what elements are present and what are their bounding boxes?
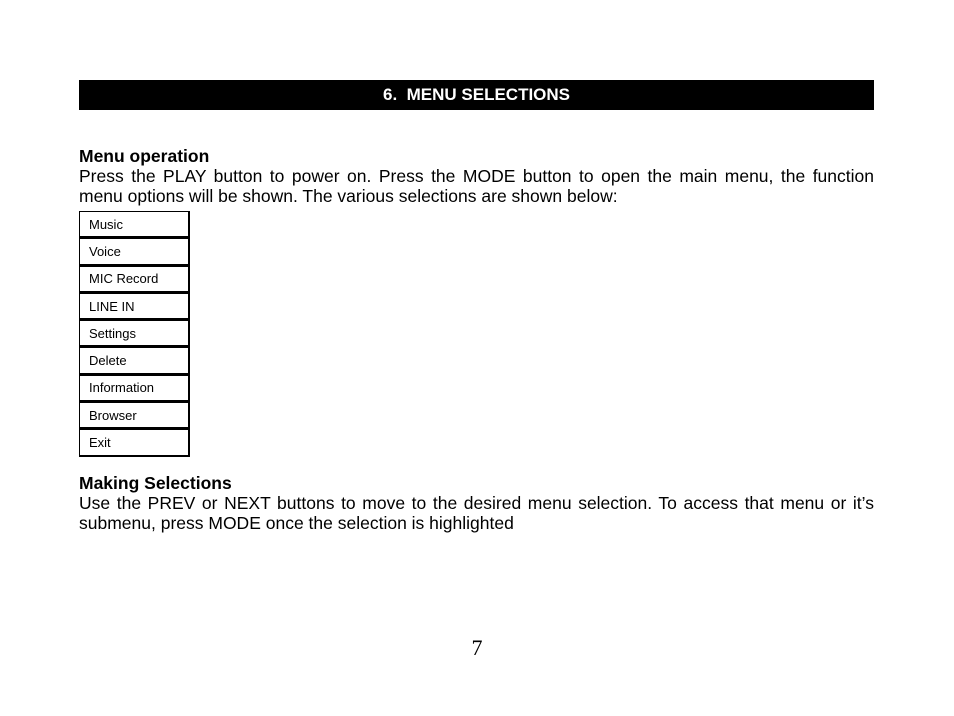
menu-item-exit: Exit [79,429,190,456]
menu-item-browser: Browser [79,402,190,429]
making-selections-text: Use the PREV or NEXT buttons to move to the desired menu selection. To access that menu or it’s submenu, press MODE once the selection is highlighted [79,493,874,533]
menu-operation-heading: Menu operation [79,146,210,166]
page-number: 7 [471,635,483,660]
menu-item-mic-record: MIC Record [79,266,190,293]
menu-item-information: Information [79,375,190,402]
menu-operation-text: Press the PLAY button to power on. Press the MODE button to open the main menu, the function menu options will be shown. The various selections are shown below: [79,166,874,206]
menu-operation-section [79,146,874,206]
section-title-bar [79,80,874,110]
menu-item-line-in: LINE IN [79,293,190,320]
menu-selection-list [79,211,190,457]
menu-item-voice: Voice [79,238,190,265]
making-selections-section [79,473,874,533]
section-title: 6. MENU SELECTIONS [382,85,571,104]
menu-item-delete: Delete [79,347,190,374]
menu-item-settings: Settings [79,320,190,347]
making-selections-heading: Making Selections [79,473,232,493]
menu-item-music: Music [79,211,190,238]
